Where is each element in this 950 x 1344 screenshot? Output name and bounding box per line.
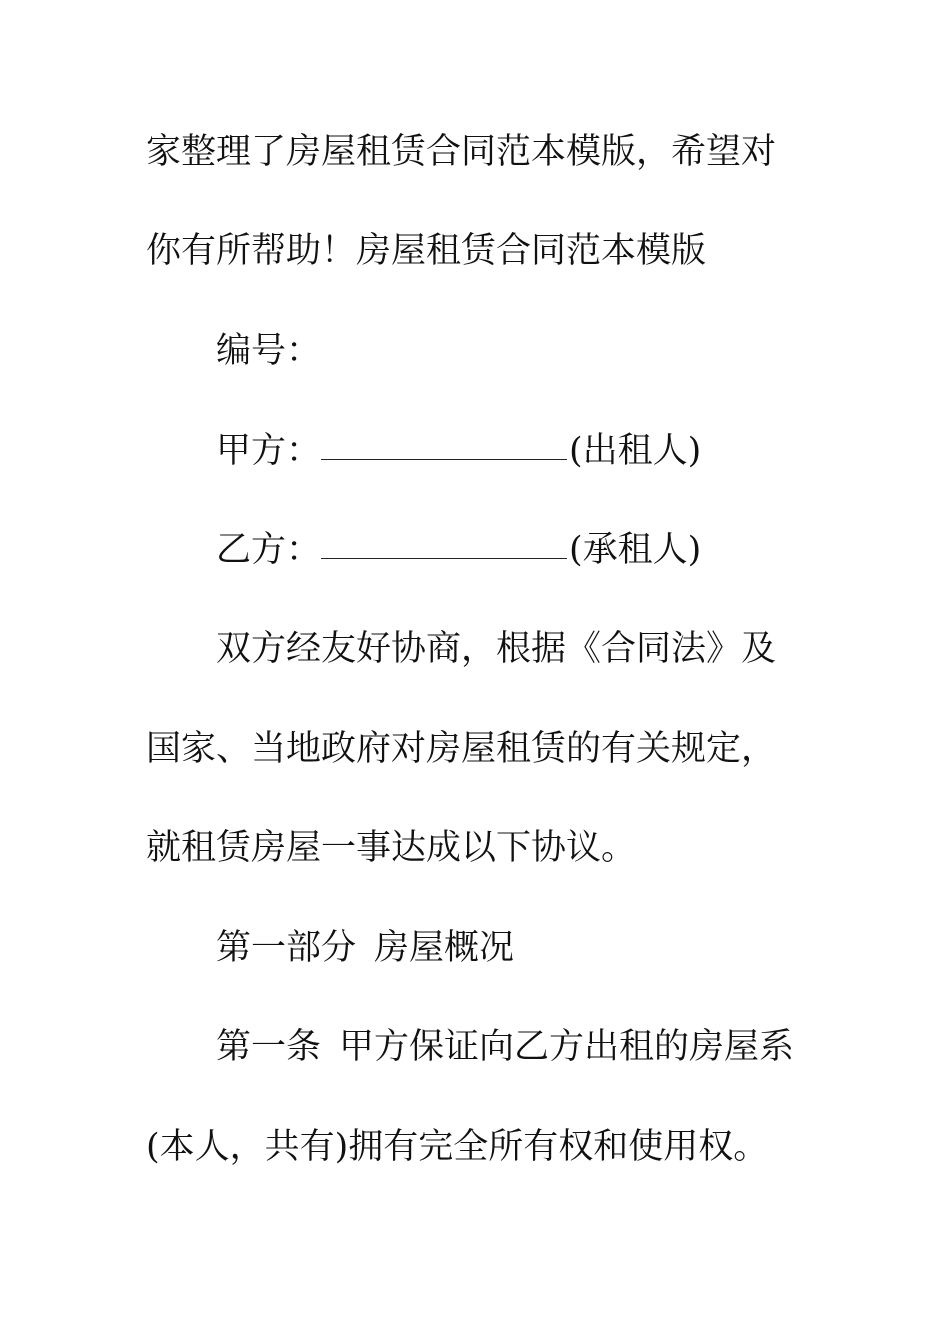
- article-1-text: 甲方保证向乙方出租的房屋系: [339, 1027, 795, 1067]
- paragraph-1-line-3: 就租赁房屋一事达成以下协议。: [146, 828, 637, 868]
- party-b-line: [0, 520, 950, 580]
- part-1-heading: [0, 918, 950, 978]
- party-a-role: (出租人): [569, 431, 702, 471]
- party-b-role: (承租人): [569, 530, 702, 570]
- text-line-intro-2: 你有所帮助！房屋租赁合同范本模版: [146, 231, 707, 271]
- party-b-label: 乙方：: [216, 530, 322, 570]
- paragraph-1-line-2: 国家、当地政府对房屋租赁的有关规定，: [146, 729, 777, 769]
- part-1-title: 房屋概况: [374, 928, 515, 968]
- part-1-number: 第一部分: [216, 928, 357, 968]
- article-1-number: 第一条: [216, 1027, 322, 1067]
- text-line-intro-1: 家整理了房屋租赁合同范本模版，希望对: [146, 132, 777, 172]
- paragraph-1-line-1: 双方经友好协商，根据《合同法》及: [216, 629, 777, 669]
- article-1-line-2: (本人，共有)拥有完全所有权和使用权。: [146, 1127, 769, 1167]
- contract-number-line: [0, 321, 950, 381]
- party-b-blank: [321, 557, 567, 559]
- party-a-label: 甲方：: [216, 431, 322, 471]
- party-a-blank: [321, 458, 567, 460]
- contract-number-label: 编号：: [216, 331, 322, 371]
- article-1-line-1: [0, 1017, 950, 1077]
- party-a-line: [0, 421, 950, 481]
